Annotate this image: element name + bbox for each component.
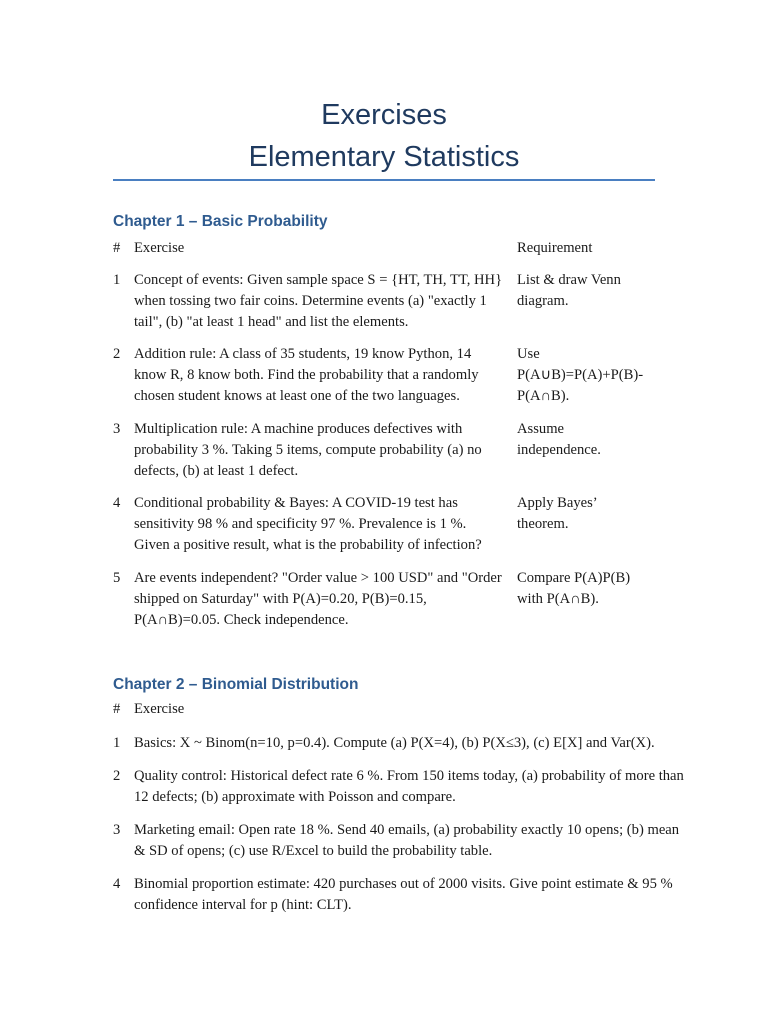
column-header-requirement: Requirement [517,240,593,256]
requirement-text: Use P(A∪B)=P(A)+P(B)-P(A∩B). [517,346,644,404]
exercise-text: Quality control: Historical defect rate 6 %. From 150 items today, (a) probability of more than 12 defects; (b) approximate with Poisson and compare. [134,768,684,805]
exercise-number: 4 [113,876,121,892]
exercise-number: 3 [113,421,121,437]
column-header-number: # [113,240,121,256]
requirement-text: Compare P(A)P(B) with P(A∩B). [517,570,631,607]
column-header-exercise: Exercise [134,240,185,256]
exercise-number: 2 [113,346,121,362]
exercise-number: 1 [113,272,121,288]
exercise-text: Basics: X ~ Binom(n=10, p=0.4). Compute (a) P(X=4), (b) P(X≤3), (c) E[X] and Var(X). [134,735,655,751]
exercise-text: Binomial proportion estimate: 420 purchases out of 2000 visits. Give point estimate & 95 % confidence interval for p (hint: CLT). [134,876,673,913]
title-line-2: Elementary Statistics [248,141,520,173]
column-header-exercise: Exercise [134,701,185,717]
requirement-text: Assume independence. [517,421,601,458]
exercise-text: Multiplication rule: A machine produces defectives with probability 3 %. Taking 5 items, compute probability (a) no defects, (b) at least 1 defect. [134,421,482,479]
column-header-number: # [113,701,121,717]
exercise-text: Are events independent? "Order value > 100 USD" and "Order shipped on Saturday" with P(A)=0.20, P(B)=0.15, P(A∩B)=0.05. Check independence. [134,570,502,628]
exercise-number: 3 [113,822,121,838]
exercise-text: Addition rule: A class of 35 students, 19 know Python, 14 know R, 8 know both. Find the probability that a randomly chosen student knows at least one of the two languages. [134,346,479,404]
requirement-text: List & draw Venn diagram. [517,272,621,309]
exercise-text: Marketing email: Open rate 18 %. Send 40 emails, (a) probability exactly 10 opens; (b) mean & SD of opens; (c) use R/Excel to build the probability table. [134,822,680,859]
exercise-number: 2 [113,768,121,784]
exercise-number: 5 [113,570,121,586]
title-divider [113,179,655,181]
title-line-1: Exercises [321,99,447,131]
chapter-2-heading: Chapter 2 – Binomial Distribution [113,676,359,693]
exercise-text: Conditional probability & Bayes: A COVID-19 test has sensitivity 98 % and specificity 97 %. Prevalence is 1 %. Given a positive result, what is the probability of infection? [134,495,482,553]
exercise-number: 1 [113,735,121,751]
exercise-text: Concept of events: Given sample space S = {HT, TH, TT, HH} when tossing two fair coins. Determine events (a) "exactly 1 tail", (b) "at least 1 head" and list the elements. [134,272,503,330]
requirement-text: Apply Bayes’ theorem. [517,495,597,532]
exercise-number: 4 [113,495,121,511]
document-title [113,94,655,178]
chapter-1-heading: Chapter 1 – Basic Probability [113,213,328,230]
